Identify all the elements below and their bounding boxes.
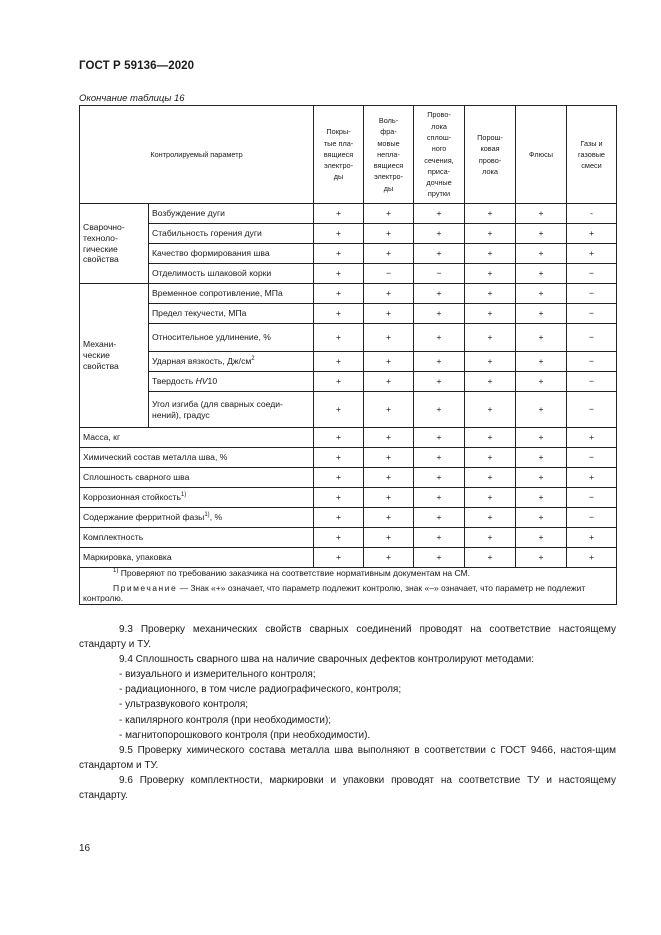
table-row [80, 508, 617, 528]
mark-cell: + [364, 392, 414, 428]
mark-cell: + [567, 244, 617, 264]
param-label: Возбуждение дуги [152, 208, 225, 219]
mark-cell: + [314, 372, 364, 392]
mark-cell: + [414, 324, 465, 352]
column-header-label: Покры- тые пла- вящиеся электро- ды [323, 127, 354, 182]
mark-cell: − [567, 488, 617, 508]
mark-cell: + [516, 528, 567, 548]
mark-cell: + [567, 428, 617, 448]
param-cell [149, 264, 314, 284]
column-header-label: Газы и газовые смеси [578, 138, 605, 171]
mark-cell: + [364, 548, 414, 568]
list-item: - магнитопорошкового контроля (при необходимости). [119, 729, 371, 741]
mark-cell: + [364, 508, 414, 528]
param-label: Сплошность сварного шва [83, 472, 190, 483]
table-caption: Окончание таблицы 16 [79, 93, 185, 104]
mark-cell: + [414, 508, 465, 528]
list-item: - капилярного контроля (при необходимости); [119, 714, 332, 726]
table-row [80, 448, 617, 468]
mark-cell: − [567, 304, 617, 324]
param-cell [149, 224, 314, 244]
group-cell [80, 204, 149, 284]
mark-cell: − [567, 284, 617, 304]
group-cell [80, 284, 149, 428]
mark-cell: + [465, 428, 516, 448]
mark-cell: + [414, 488, 465, 508]
mark-cell: + [314, 508, 364, 528]
param-label: Стабильность горения дуги [152, 228, 262, 239]
param-label: Масса, кг [83, 432, 121, 443]
mark-cell: − [567, 324, 617, 352]
mark-cell: + [414, 304, 465, 324]
mark-cell: + [516, 488, 567, 508]
mark-cell: + [314, 204, 364, 224]
table-row [80, 468, 617, 488]
mark-cell: + [516, 428, 567, 448]
mark-cell: - [567, 204, 617, 224]
mark-cell: + [567, 548, 617, 568]
mark-cell: + [516, 244, 567, 264]
note-label: Примечание [113, 582, 178, 593]
footnote-mark: 1) [113, 568, 119, 575]
column-header-label: Флюсы [529, 149, 553, 159]
mark-cell: − [567, 264, 617, 284]
table-row [80, 372, 617, 392]
param-label: Химический состав металла шва, % [83, 452, 228, 463]
param-cell [149, 284, 314, 304]
param-label-suffix: , % [209, 512, 223, 523]
document-header: ГОСТ Р 59136—2020 [79, 60, 195, 72]
param-cell [149, 324, 314, 352]
table-row [80, 548, 617, 568]
mark-cell: + [414, 244, 465, 264]
table-row [80, 264, 617, 284]
mark-cell: + [364, 244, 414, 264]
mark-cell: + [567, 528, 617, 548]
mark-cell: + [314, 392, 364, 428]
list-item: - радиационного, в том числе радиографического, контроля; [119, 684, 402, 696]
mark-cell: + [516, 372, 567, 392]
param-cell [149, 244, 314, 264]
param-cell [80, 448, 314, 468]
param-cell [149, 352, 314, 372]
column-header-label: Воль- фра- мовые непла- вящиеся электро- ды [373, 115, 404, 193]
table-row [80, 304, 617, 324]
mark-cell: + [516, 204, 567, 224]
mark-cell: + [465, 468, 516, 488]
table-footnote [83, 568, 613, 579]
table-row [80, 488, 617, 508]
mark-cell: + [516, 448, 567, 468]
mark-cell: + [414, 392, 465, 428]
param-header: Контролируемый параметр [80, 106, 314, 204]
mark-cell: + [465, 224, 516, 244]
param-label-italic: HV [195, 376, 208, 387]
mark-cell: + [516, 324, 567, 352]
table-row [80, 204, 617, 224]
paragraph-9-3: 9.3 Проверку механических свойств сварных соединений проводят на соответствие настоящему стандарту и ТУ. [79, 624, 616, 651]
mark-cell: + [465, 304, 516, 324]
mark-cell: + [314, 468, 364, 488]
param-cell [80, 488, 314, 508]
param-label: Ударная вязкость, Дж/см [152, 356, 252, 367]
group-label: Механи- ческие свойства [83, 339, 119, 371]
table-row [80, 352, 617, 372]
mark-cell: + [516, 548, 567, 568]
param-label: Твердость [152, 376, 196, 387]
mark-cell: + [314, 324, 364, 352]
param-cell [80, 528, 314, 548]
mark-cell: + [364, 528, 414, 548]
list-item: - визуального и измерительного контроля; [119, 669, 316, 681]
param-cell [80, 468, 314, 488]
mark-cell: + [516, 392, 567, 428]
mark-cell: + [414, 528, 465, 548]
mark-cell: + [364, 304, 414, 324]
mark-cell: + [465, 488, 516, 508]
table-16 [79, 105, 617, 605]
mark-cell: + [414, 204, 465, 224]
column-header [465, 106, 516, 204]
column-header [567, 106, 617, 204]
mark-cell: + [567, 468, 617, 488]
mark-cell: + [314, 304, 364, 324]
mark-cell: + [465, 392, 516, 428]
mark-cell: + [414, 428, 465, 448]
param-cell [149, 392, 314, 428]
mark-cell: + [465, 204, 516, 224]
param-label: Качество формирования шва [152, 248, 270, 259]
mark-cell: + [414, 224, 465, 244]
footnote-text: Проверяют по требованию заказчика на соответствие нормативным документам на СМ. [118, 568, 470, 578]
mark-cell: + [465, 324, 516, 352]
mark-cell: + [465, 548, 516, 568]
param-label: Содержание ферритной фазы [83, 512, 205, 523]
param-label-suffix: 10 [207, 376, 218, 387]
mark-cell: + [314, 428, 364, 448]
table-row [80, 528, 617, 548]
paragraph-9-6: 9.6 Проверку комплектности, маркировки и упаковки проводят на соответствие ТУ и настоящему стандарту. [79, 774, 616, 802]
mark-cell: + [314, 244, 364, 264]
column-header [414, 106, 465, 204]
mark-cell: + [414, 284, 465, 304]
param-label: Относительное удлинение, % [152, 332, 271, 343]
mark-cell: + [364, 448, 414, 468]
mark-cell: − [567, 448, 617, 468]
mark-cell: + [465, 508, 516, 528]
param-superscript: 1) [204, 512, 210, 519]
mark-cell: + [516, 284, 567, 304]
column-header-label: Порош- ковая прово- лока [477, 132, 503, 176]
group-label: Сварочно- техноло- гические свойства [83, 222, 125, 265]
mark-cell: + [314, 264, 364, 284]
mark-cell: + [314, 352, 364, 372]
column-header [314, 106, 364, 204]
mark-cell: + [414, 352, 465, 372]
mark-cell: + [364, 372, 414, 392]
mark-cell: − [414, 264, 465, 284]
body-text [79, 622, 616, 803]
note-row [80, 568, 617, 605]
param-superscript: 2 [251, 356, 255, 363]
param-cell [80, 428, 314, 448]
mark-cell: + [465, 372, 516, 392]
mark-cell: + [314, 284, 364, 304]
mark-cell: − [567, 392, 617, 428]
paragraph-9-4: 9.4 Сплошность сварного шва на наличие сварочных дефектов контролируют методами: [119, 654, 535, 666]
table-row [80, 392, 617, 428]
param-superscript: 1) [180, 492, 187, 499]
param-label: Отделимость шлаковой корки [152, 268, 272, 279]
param-cell [80, 548, 314, 568]
table-note [83, 583, 613, 604]
table-header-row [80, 106, 617, 204]
param-label: Временное сопротивление, МПа [152, 288, 283, 299]
mark-cell: − [364, 264, 414, 284]
mark-cell: + [364, 468, 414, 488]
param-label: Коррозионная стойкость [83, 492, 181, 503]
mark-cell: + [314, 224, 364, 244]
mark-cell: + [314, 488, 364, 508]
mark-cell: + [364, 352, 414, 372]
mark-cell: + [364, 224, 414, 244]
mark-cell: − [567, 352, 617, 372]
column-header [516, 106, 567, 204]
mark-cell: − [567, 372, 617, 392]
mark-cell: + [516, 352, 567, 372]
list-item: - ультразвукового контроля; [119, 699, 249, 711]
mark-cell: + [516, 224, 567, 244]
mark-cell: + [516, 304, 567, 324]
table-row [80, 244, 617, 264]
mark-cell: + [465, 264, 516, 284]
mark-cell: + [465, 448, 516, 468]
note-text: — Знак «+» означает, что параметр подлежит контролю, знак «–» означает, что параметр не подлежит контролю. [83, 582, 586, 604]
mark-cell: + [364, 488, 414, 508]
mark-cell: + [314, 548, 364, 568]
mark-cell: + [364, 324, 414, 352]
note-cell [80, 568, 617, 605]
mark-cell: + [465, 284, 516, 304]
mark-cell: + [516, 264, 567, 284]
mark-cell: + [414, 372, 465, 392]
mark-cell: + [414, 468, 465, 488]
mark-cell: + [465, 244, 516, 264]
mark-cell: + [414, 548, 465, 568]
column-header-label: Прово- лока сплош- ного сечения, приса- дочные прутки [424, 110, 454, 199]
mark-cell: + [414, 448, 465, 468]
table-row [80, 324, 617, 352]
paragraph-9-5: 9.5 Проверку химического состава металла шва выполняют в соответствии с ГОСТ 9466, настоя-щим стандартом и ТУ. [79, 744, 616, 771]
mark-cell: + [364, 204, 414, 224]
param-label: Угол изгиба (для сварных соеди- нений), градус [152, 398, 283, 420]
mark-cell: + [364, 428, 414, 448]
table-row [80, 428, 617, 448]
mark-cell: + [465, 352, 516, 372]
param-cell [149, 304, 314, 324]
param-cell [149, 204, 314, 224]
mark-cell: + [314, 528, 364, 548]
param-cell [149, 372, 314, 392]
mark-cell: + [567, 224, 617, 244]
param-label: Комплектность [83, 532, 144, 543]
column-header [364, 106, 414, 204]
param-cell [80, 508, 314, 528]
table-row [80, 224, 617, 244]
param-label: Предел текучести, МПа [152, 308, 247, 319]
mark-cell: + [516, 468, 567, 488]
mark-cell: + [465, 528, 516, 548]
param-label: Маркировка, упаковка [83, 552, 172, 563]
table-row [80, 284, 617, 304]
mark-cell: + [364, 284, 414, 304]
mark-cell: + [516, 508, 567, 528]
mark-cell: + [314, 448, 364, 468]
mark-cell: − [567, 508, 617, 528]
page-number: 16 [79, 843, 91, 854]
